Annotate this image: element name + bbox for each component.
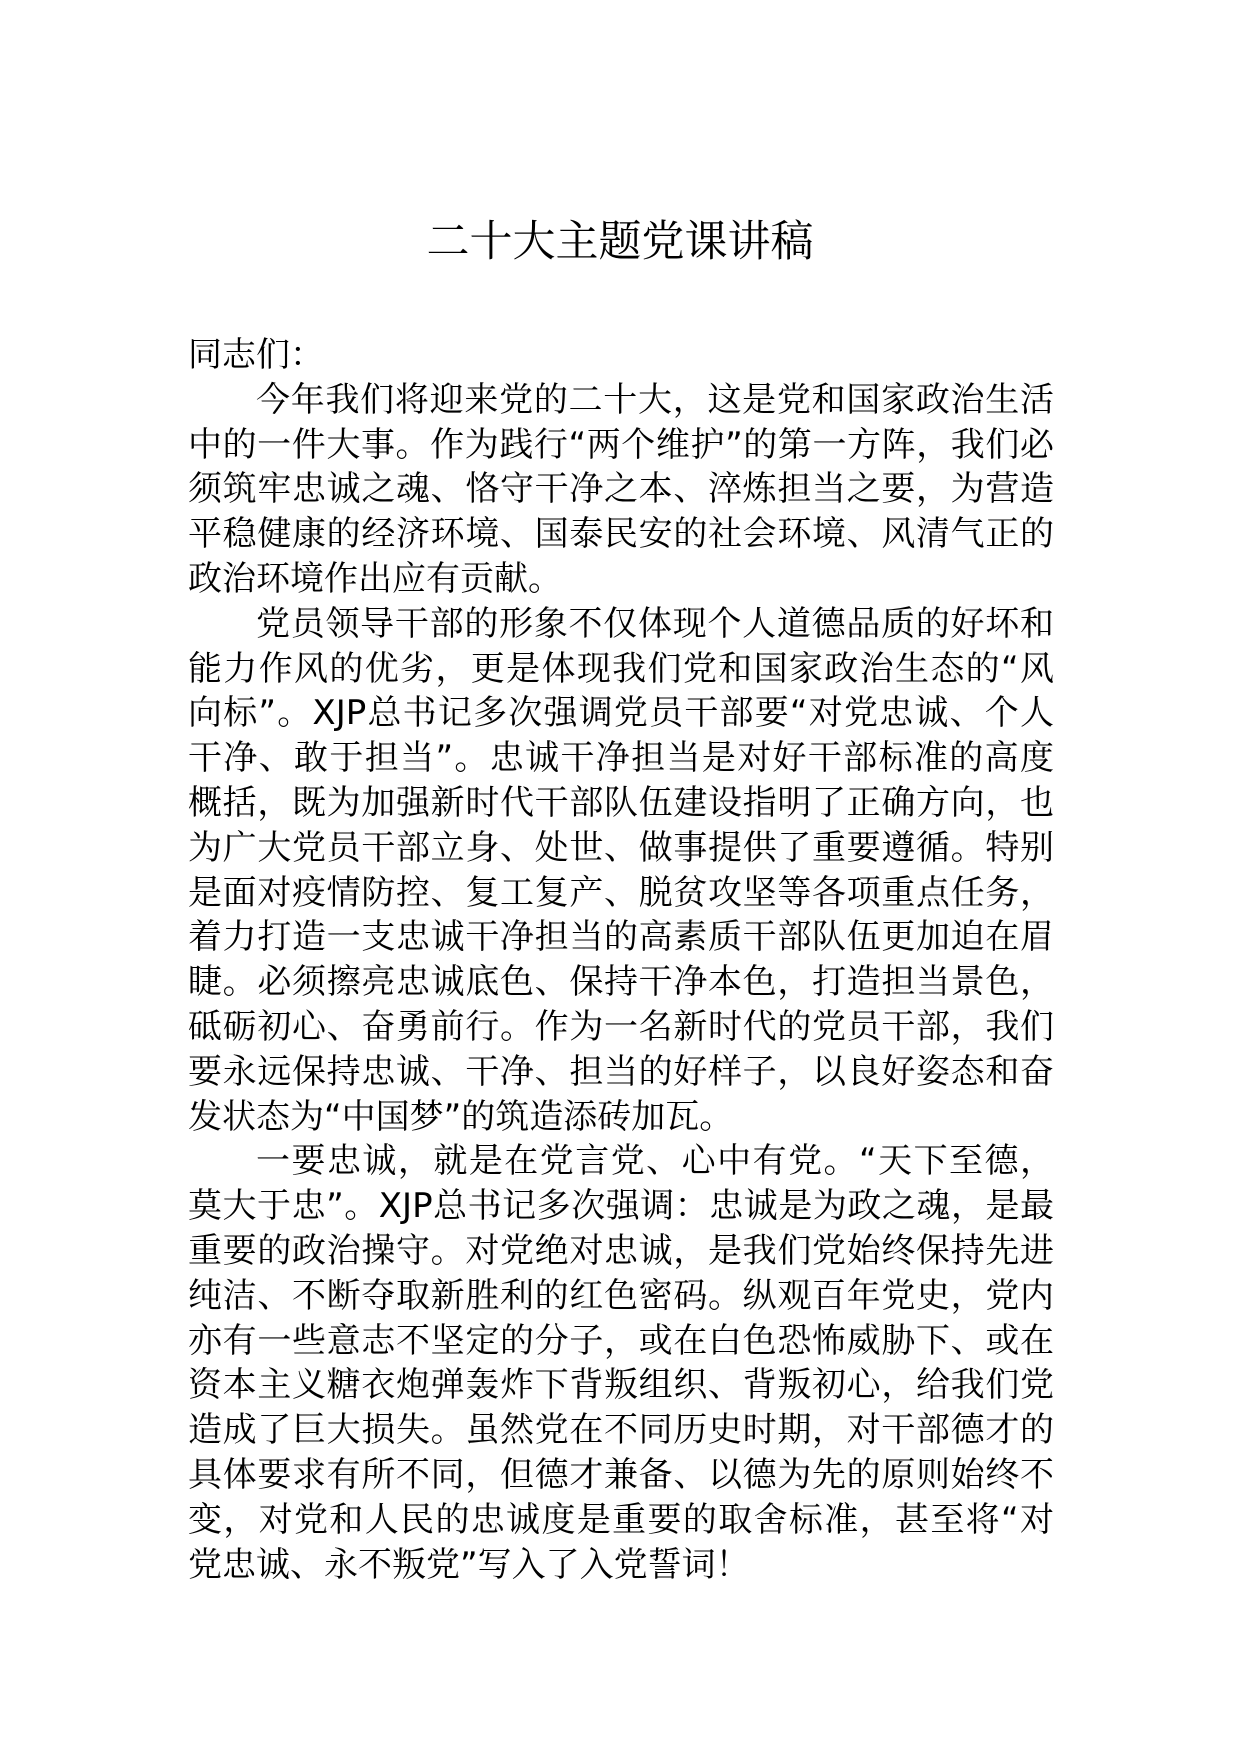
paragraph-1: 今年我们将迎来党的二十大，这是党和国家政治生活中的一件大事。作为践行“两个维护”的第一方阵，我们必须筑牢忠诚之魂、恪守干净之本、淬炼担当之要，为营造平稳健康的经济环境、国泰民安的社会环境、风清气正的政治环境作出应有贡献。 [188,379,1054,599]
paragraph-2: 党员领导干部的形象不仅体现个人道德品质的好坏和能力作风的优劣，更是体现我们党和国家政治生态的“风向标”。XJP总书记多次强调党员干部要“对党忠诚、个人干净、敢于担当”。忠诚干净担当是对好干部标准的高度概括，既为加强新时代干部队伍建设指明了正确方向，也为广大党员干部立身、处世、做事提供了重要遵循。特别是面对疫情防控、复工复产、脱贫攻坚等各项重点任务，着力打造一支忠诚干净担当的高素质干部队伍更加迫在眉睫。必须擦亮忠诚底色、保持干净本色，打造担当景色，砥砺初心、奋勇前行。作为一名新时代的党员干部，我们要永远保持忠诚、干净、担当的好样子，以良好姿态和奋发状态为“中国梦”的筑造添砖加瓦。 [188,603,1054,1137]
document-body [188,333,1054,1587]
document-title: 二十大主题党课讲稿 [426,217,814,267]
salutation: 同志们： [188,335,324,375]
paragraph-3: 一要忠诚，就是在党言党、心中有党。“天下至德，莫大于忠”。XJP总书记多次强调：忠诚是为政之魂，是最重要的政治操守。对党绝对忠诚，是我们党始终保持先进纯洁、不断夺取新胜利的红色密码。纵观百年党史，党内亦有一些意志不坚定的分子，或在白色恐怖威胁下、或在资本主义糖衣炮弹轰炸下背叛组织、背叛初心，给我们党造成了巨大损失。虽然党在不同历史时期，对干部德才的具体要求有所不同，但德才兼备、以德为先的原则始终不变，对党和人民的忠诚度是重要的取舍标准，甚至将“对党忠诚、永不叛党”写入了入党誓词！ [188,1141,1054,1585]
